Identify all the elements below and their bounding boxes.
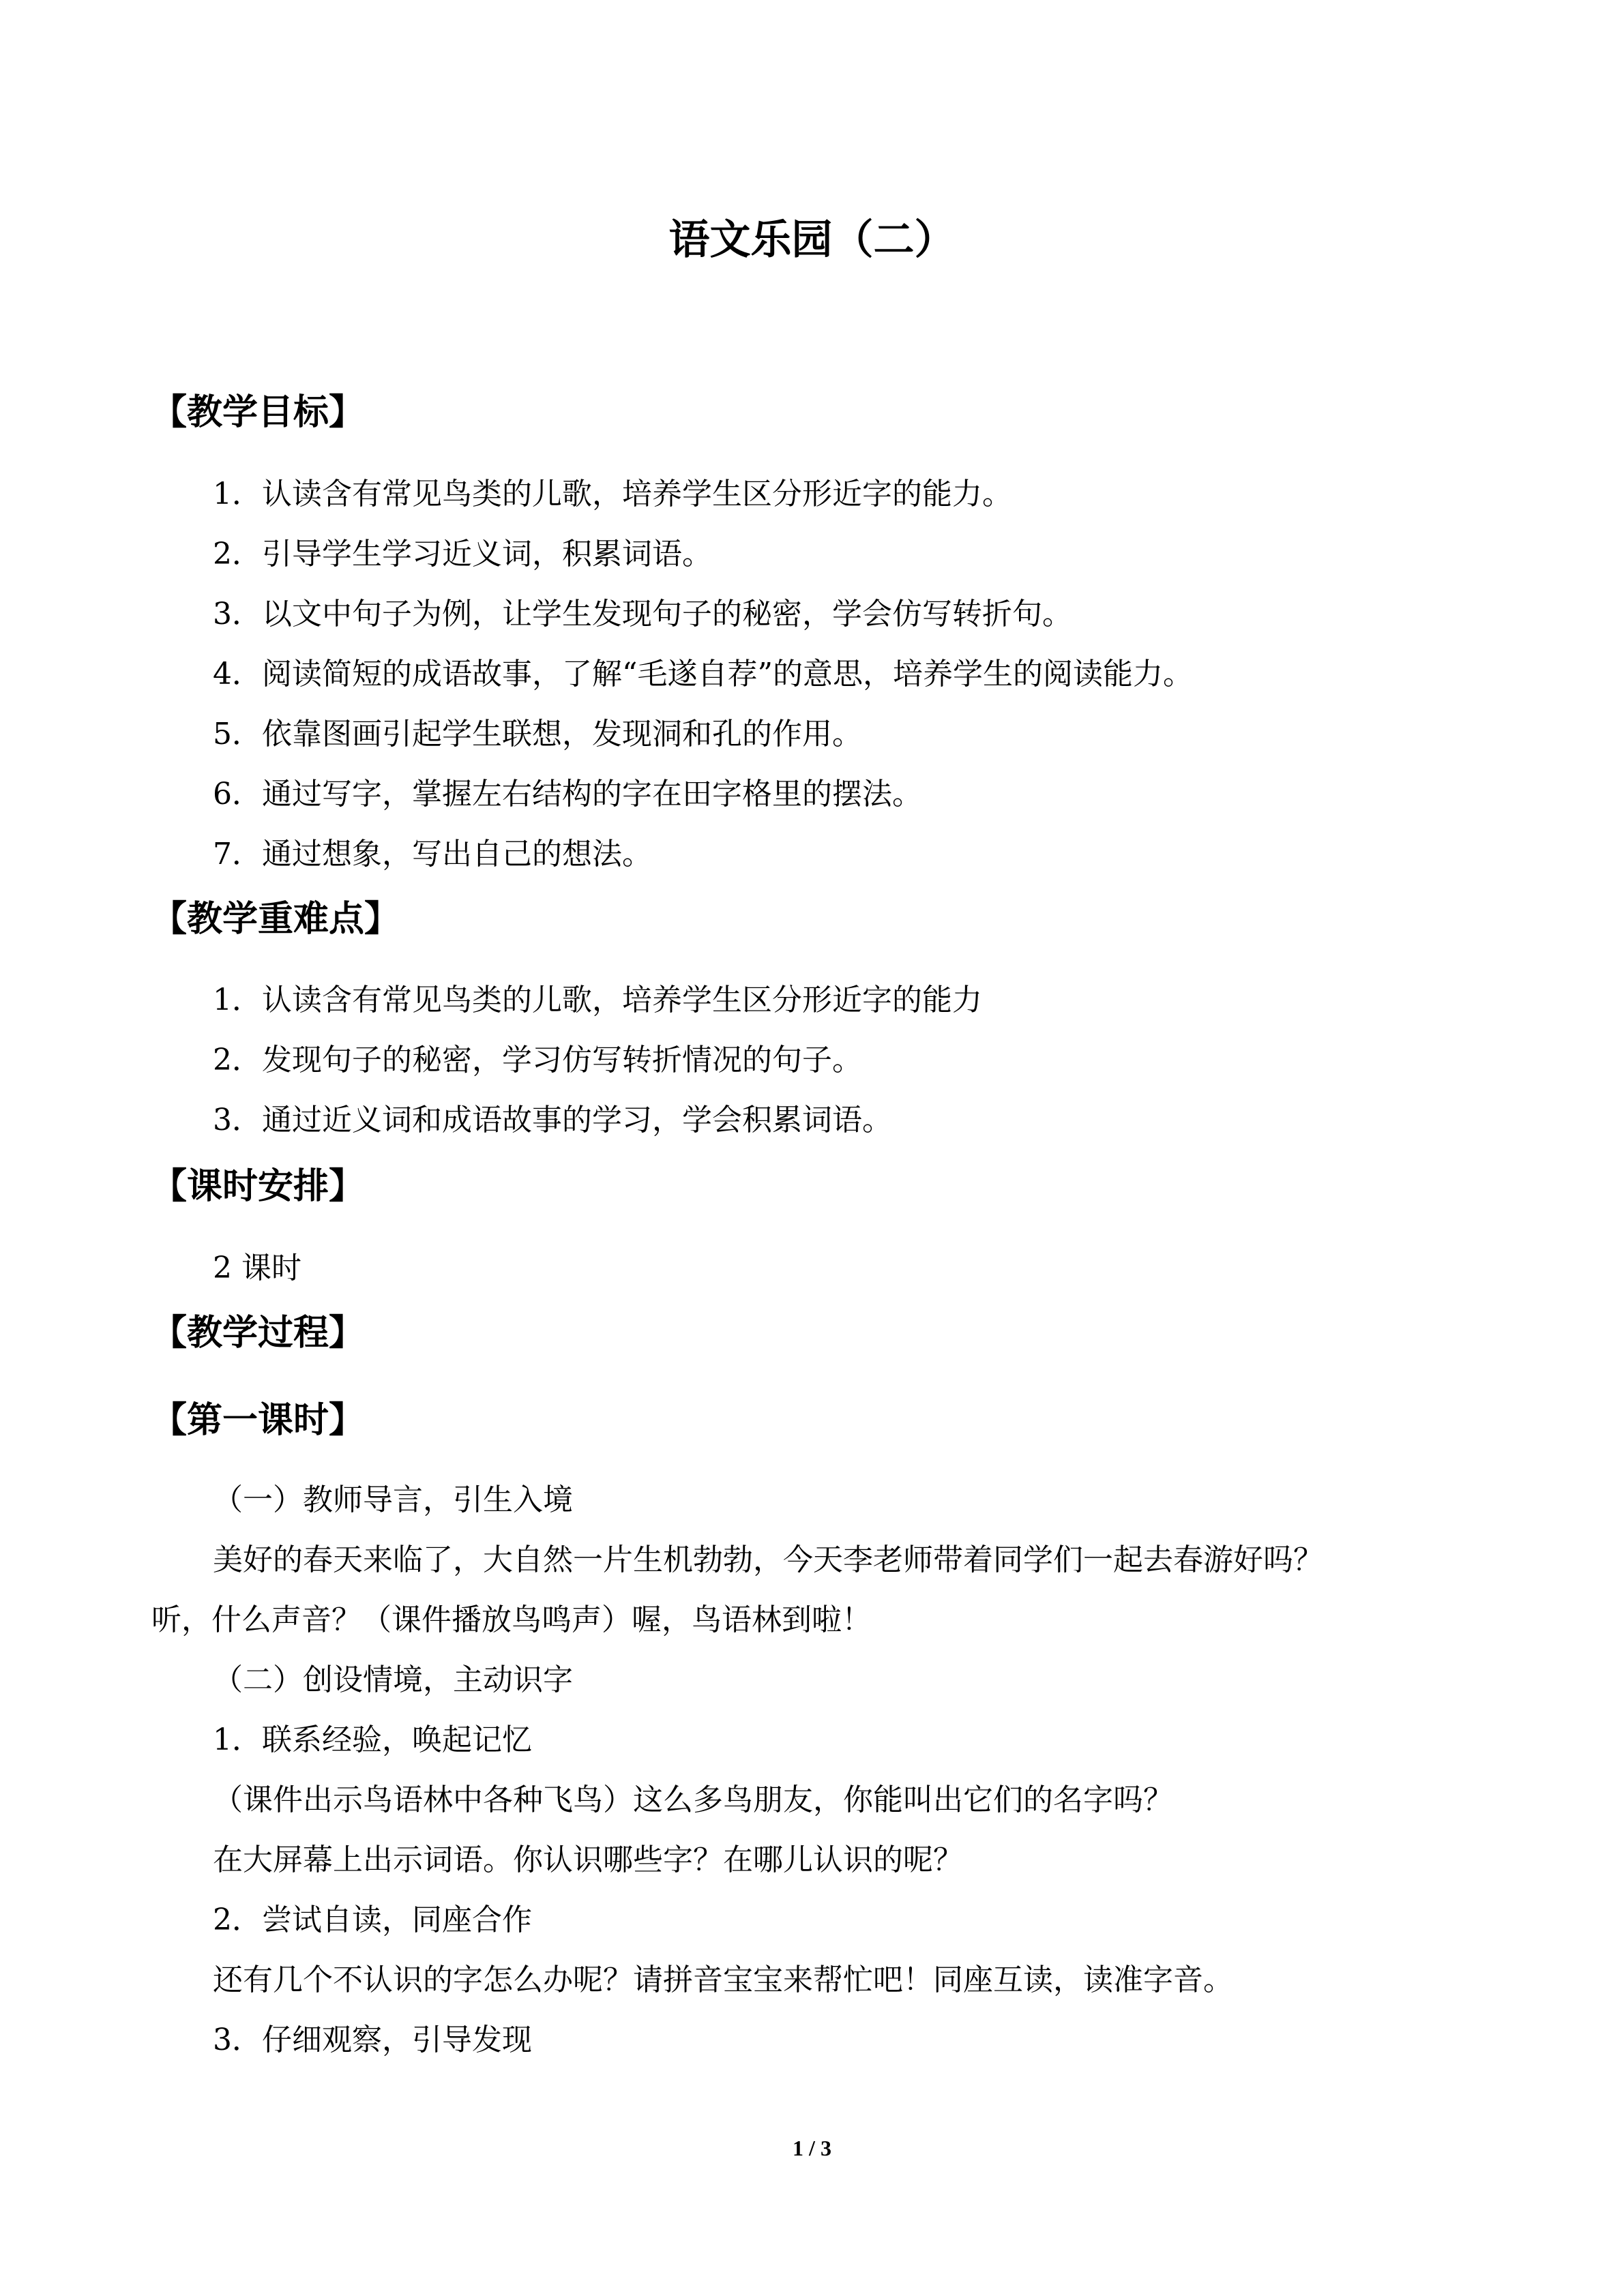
objective-item: 5．依靠图画引起学生联想，发现洞和孔的作用。: [213, 717, 862, 751]
lesson-paragraph: （课件出示鸟语林中各种飞鸟）这么多鸟朋友，你能叫出它们的名字吗？: [213, 1783, 1173, 1817]
objective-item: 2．引导学生学习近义词，积累词语。: [213, 537, 712, 571]
lesson-paragraph: 还有几个不认识的字怎么办呢？请拼音宝宝来帮忙吧！同座互读，读准字音。: [213, 1963, 1233, 1997]
objective-item: 7．通过想象，写出自己的想法。: [213, 837, 652, 871]
objective-item: 6．通过写字，掌握左右结构的字在田字格里的摆法。: [213, 777, 922, 811]
key-point-item: 1．认读含有常见鸟类的儿歌，培养学生区分形近字的能力: [213, 983, 982, 1017]
lesson-substep: 2．尝试自读，同座合作: [213, 1903, 532, 1937]
lesson-paragraph: 在大屏幕上出示词语。你认识哪些字？在哪儿认识的呢？: [213, 1843, 963, 1877]
lesson-substep: 1．联系经验，唤起记忆: [213, 1723, 532, 1757]
objective-item: 3．以文中句子为例，让学生发现句子的秘密，学会仿写转折句。: [213, 597, 1072, 631]
page-title: 语文乐园（二）: [668, 216, 956, 264]
schedule-text: 2 课时: [213, 1251, 301, 1285]
key-point-item: 2．发现句子的秘密，学习仿写转折情况的句子。: [213, 1043, 862, 1077]
heading-process: 【教学过程】: [151, 1313, 365, 1354]
page-number: 1 / 3: [793, 2136, 831, 2160]
heading-objectives: 【教学目标】: [151, 392, 365, 433]
objective-item: 1．认读含有常见鸟类的儿歌，培养学生区分形近字的能力。: [213, 477, 1012, 511]
lesson-step-heading: （二）创设情境，主动识字: [213, 1663, 573, 1697]
lesson-paragraph-continued: 听，什么声音？（课件播放鸟鸣声）喔，鸟语林到啦！: [151, 1602, 872, 1637]
key-point-item: 3．通过近义词和成语故事的学习，学会积累词语。: [213, 1103, 892, 1137]
heading-key-points: 【教学重难点】: [151, 899, 400, 940]
lesson-substep: 3．仔细观察，引导发现: [213, 2023, 532, 2057]
lesson-paragraph: 美好的春天来临了，大自然一片生机勃勃，今天李老师带着同学们一起去春游好吗？: [213, 1542, 1323, 1577]
heading-first-lesson: 【第一课时】: [151, 1400, 365, 1441]
objective-item: 4．阅读简短的成语故事，了解“毛遂自荐”的意思，培养学生的阅读能力。: [213, 657, 1193, 691]
lesson-step-heading: （一）教师导言，引生入境: [213, 1482, 573, 1517]
heading-schedule: 【课时安排】: [151, 1166, 365, 1207]
